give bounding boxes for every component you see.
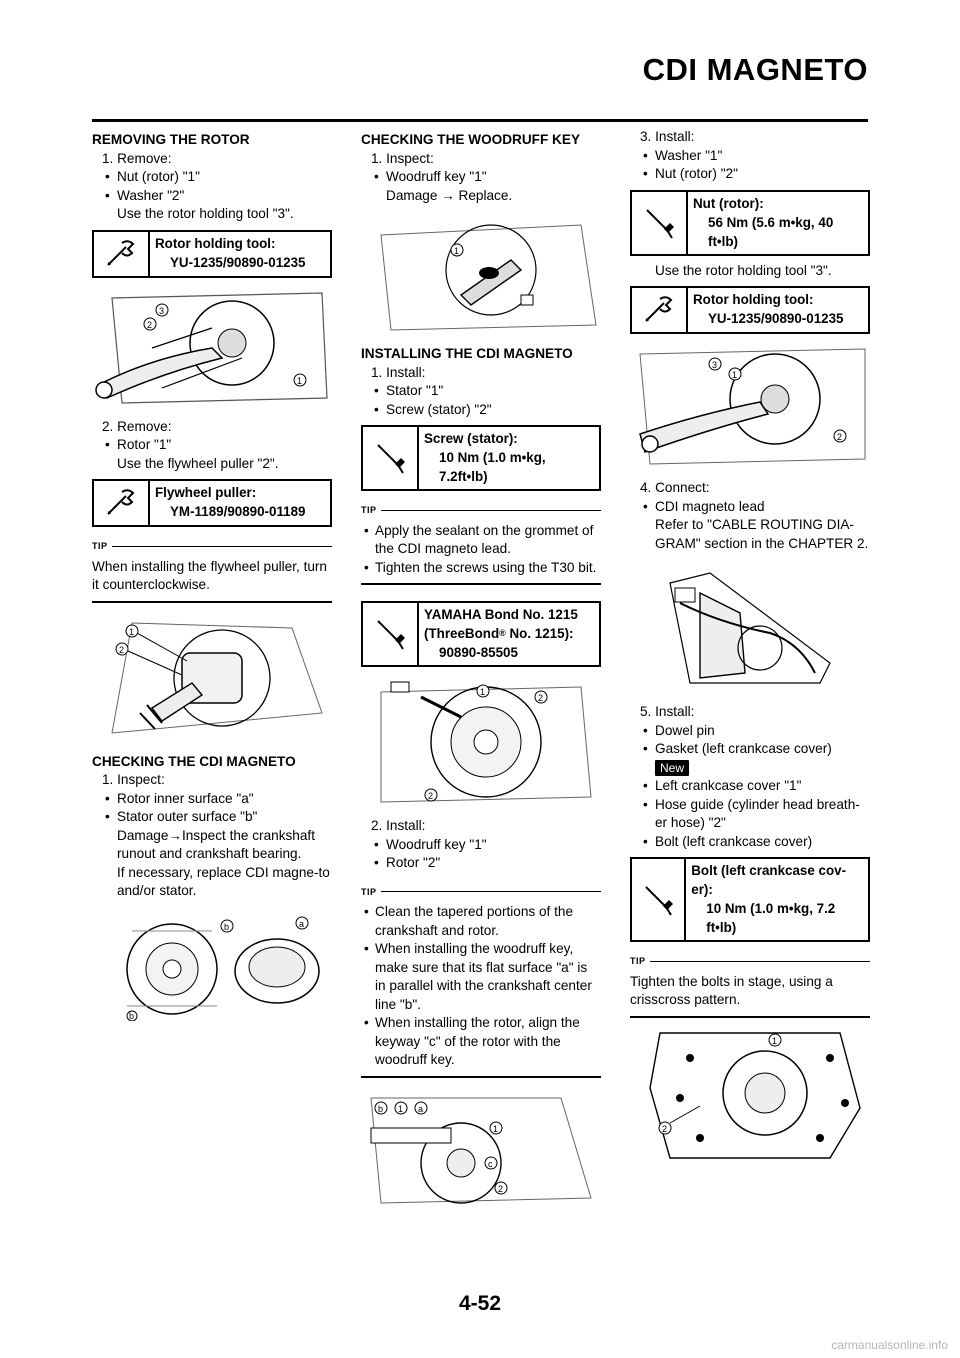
list-item: • Stator outer surface "b" (92, 808, 332, 827)
spec-box-yamaha-bond (361, 601, 601, 667)
spec-name: YAMAHA Bond No. 1215 (424, 607, 578, 622)
section-title-checking-woodruff: CHECKING THE WOODRUFF KEY (361, 132, 581, 147)
svg-text:2: 2 (662, 1123, 668, 1134)
note: Use the flywheel puller "2". (117, 455, 279, 471)
svg-text:a: a (418, 1103, 424, 1114)
list-item: • Dowel pin (630, 722, 870, 741)
figure-woodruff-key (361, 215, 601, 335)
svg-text:1: 1 (129, 626, 135, 637)
svg-text:1: 1 (398, 1103, 404, 1114)
step-1: 1. Inspect: (371, 150, 434, 166)
column-right (630, 128, 870, 1173)
list-item: • Nut (rotor) "1" (92, 168, 332, 187)
tip-label: TIP (630, 956, 646, 966)
note: If necessary, replace CDI magne-to and/or stator. (117, 864, 330, 898)
torque-wrench-icon (363, 427, 419, 489)
spec-name: Bolt (left crankcase cov-er): (691, 863, 847, 897)
svg-text:b: b (224, 921, 230, 932)
list-item: • Washer "2" (92, 187, 332, 206)
step-5: 5. Install: (640, 704, 695, 719)
tip-item: • When installing the rotor, align the keyway "c" of the rotor with the woodruff key. (361, 1014, 601, 1070)
column-middle (361, 128, 601, 1218)
figure-stator-rotor (92, 911, 332, 1021)
spec-box-flywheel-puller (92, 479, 332, 527)
spec-name: Nut (rotor): (693, 195, 764, 211)
tip-label: TIP (92, 541, 108, 551)
tip-item: • When installing the woodruff key, make sure that its flat surface "a" is in parallel with the crankshaft center line "b". (361, 940, 601, 1014)
spec-value: ft•lb) (708, 233, 738, 249)
svg-text:3: 3 (712, 360, 718, 370)
figure-rotor-woodruff (361, 1088, 601, 1208)
svg-text:1: 1 (480, 687, 486, 697)
svg-text:3: 3 (159, 305, 165, 316)
tip-text: Tighten the bolts in stage, using a crisscross pattern. (630, 973, 833, 1007)
figure-rotor-holding (92, 288, 332, 408)
list-item: • Washer "1" (630, 147, 870, 166)
header-rule (92, 119, 868, 122)
list-item: • Gasket (left crankcase cover) (630, 740, 870, 759)
spec-name: Flywheel puller: (155, 485, 257, 500)
list-item: • Rotor "1" (92, 436, 332, 455)
spec-value: 56 Nm (5.6 m•kg, 40 (708, 214, 834, 230)
tip-box (361, 883, 601, 1078)
spec-box-bolt-crankcase-cover (630, 857, 870, 942)
svg-text:1: 1 (493, 1123, 499, 1134)
list-item: • Woodruff key "1" (361, 168, 601, 187)
svg-text:1: 1 (772, 1035, 778, 1046)
list-item: • Rotor inner surface "a" (92, 790, 332, 809)
list-item: • Woodruff key "1" (361, 836, 601, 855)
spec-box-rotor-holding-tool (92, 230, 332, 278)
svg-text:1: 1 (732, 370, 738, 380)
spec-value: ft•lb) (706, 920, 737, 935)
tip-item: • Apply the sealant on the grommet of the CDI magneto lead. (361, 522, 601, 559)
figure-rotor-holding-install (630, 344, 870, 469)
svg-text:a: a (299, 918, 305, 929)
step-2: 2. Install: (371, 818, 426, 833)
list-item: • Left crankcase cover "1" (630, 777, 870, 796)
section-title-checking-cdi: CHECKING THE CDI MAGNETO (92, 753, 296, 769)
spec-value: 10 Nm (1.0 m•kg, 7.2 (706, 901, 836, 916)
step-2: 2. Remove: (102, 418, 172, 434)
svg-text:2: 2 (837, 432, 843, 442)
note: Damage→Inspect the crankshaft runout and crankshaft bearing. (117, 827, 315, 861)
svg-text:b: b (378, 1103, 384, 1114)
spec-name: Screw (stator): (424, 431, 518, 446)
page-title: CDI MAGNETO (642, 52, 868, 87)
spec-value: 7.2ft•lb) (439, 469, 488, 484)
step-1: 1. Inspect: (102, 772, 165, 787)
torque-wrench-icon (632, 859, 686, 940)
tip-box (92, 537, 332, 603)
new-part-badge: New (655, 760, 689, 776)
step-3: 3. Install: (640, 129, 695, 144)
svg-text:b: b (129, 1010, 135, 1021)
list-item: • Rotor "2" (361, 854, 601, 873)
sealant-icon (363, 603, 419, 665)
svg-text:2: 2 (428, 791, 434, 801)
list-item: • Stator "1" (361, 382, 601, 401)
list-item: • CDI magneto lead (630, 498, 870, 517)
torque-wrench-icon (632, 192, 688, 254)
step-1: 1. Install: (371, 364, 426, 380)
svg-text:c: c (488, 1158, 493, 1169)
wrench-icon (94, 232, 150, 276)
note: Damage → Replace. (386, 187, 513, 203)
tip-item: • Clean the tapered portions of the crankshaft and rotor. (361, 903, 601, 940)
list-item: • Nut (rotor) "2" (630, 165, 870, 184)
spec-value: YU-1235/90890-01235 (170, 254, 306, 270)
figure-flywheel-puller (92, 613, 332, 743)
svg-text:2: 2 (538, 693, 544, 703)
figure-stator-install (361, 677, 601, 807)
spec-value: 90890-85505 (439, 645, 518, 660)
note: Use the rotor holding tool "3". (655, 262, 832, 278)
wrench-icon (94, 481, 150, 525)
spec-box-rotor-holding-tool (630, 286, 870, 334)
list-item: • Bolt (left crankcase cover) (630, 833, 870, 852)
wrench-icon (632, 288, 688, 332)
footer-watermark: carmanualsonline.info (831, 1338, 948, 1352)
note: Use the rotor holding tool "3". (117, 206, 294, 221)
svg-text:2: 2 (498, 1183, 504, 1194)
tip-box (361, 501, 601, 585)
svg-text:2: 2 (147, 319, 153, 330)
svg-text:1: 1 (454, 246, 460, 256)
svg-text:1: 1 (297, 375, 303, 386)
spec-value: YU-1235/90890-01235 (708, 311, 844, 326)
step-1: 1. Remove: (102, 150, 172, 166)
tip-label: TIP (361, 505, 377, 515)
spec-box-screw-stator (361, 425, 601, 491)
figure-cdi-lead (630, 563, 870, 693)
spec-box-nut-rotor (630, 190, 870, 256)
page-number: 4-52 (458, 1292, 502, 1315)
tip-label: TIP (361, 886, 377, 897)
section-title-removing-rotor: REMOVING THE ROTOR (92, 132, 250, 147)
spec-name: Rotor holding tool: (693, 292, 814, 307)
svg-text:2: 2 (119, 644, 125, 655)
note: Refer to "CABLE ROUTING DIA-GRAM" section in the CHAPTER 2. (655, 517, 869, 551)
figure-left-crankcase-cover (630, 1028, 870, 1163)
spec-name: Rotor holding tool: (155, 235, 276, 251)
spec-value: YM-1189/90890-01189 (170, 504, 306, 519)
tip-item: • Tighten the screws using the T30 bit. (361, 559, 601, 578)
tip-box (630, 952, 870, 1018)
column-left (92, 128, 332, 1031)
section-title-installing-cdi: INSTALLING THE CDI MAGNETO (361, 346, 573, 361)
step-4: 4. Connect: (640, 480, 710, 495)
list-item: • Hose guide (cylinder head breath-er hose) "2" (630, 796, 870, 833)
spec-value: 10 Nm (1.0 m•kg, (439, 450, 546, 465)
list-item: • Screw (stator) "2" (361, 401, 601, 420)
spec-name: (ThreeBond® No. 1215): (424, 626, 574, 641)
tip-text: When installing the flywheel puller, turn it counterclockwise. (92, 558, 327, 592)
